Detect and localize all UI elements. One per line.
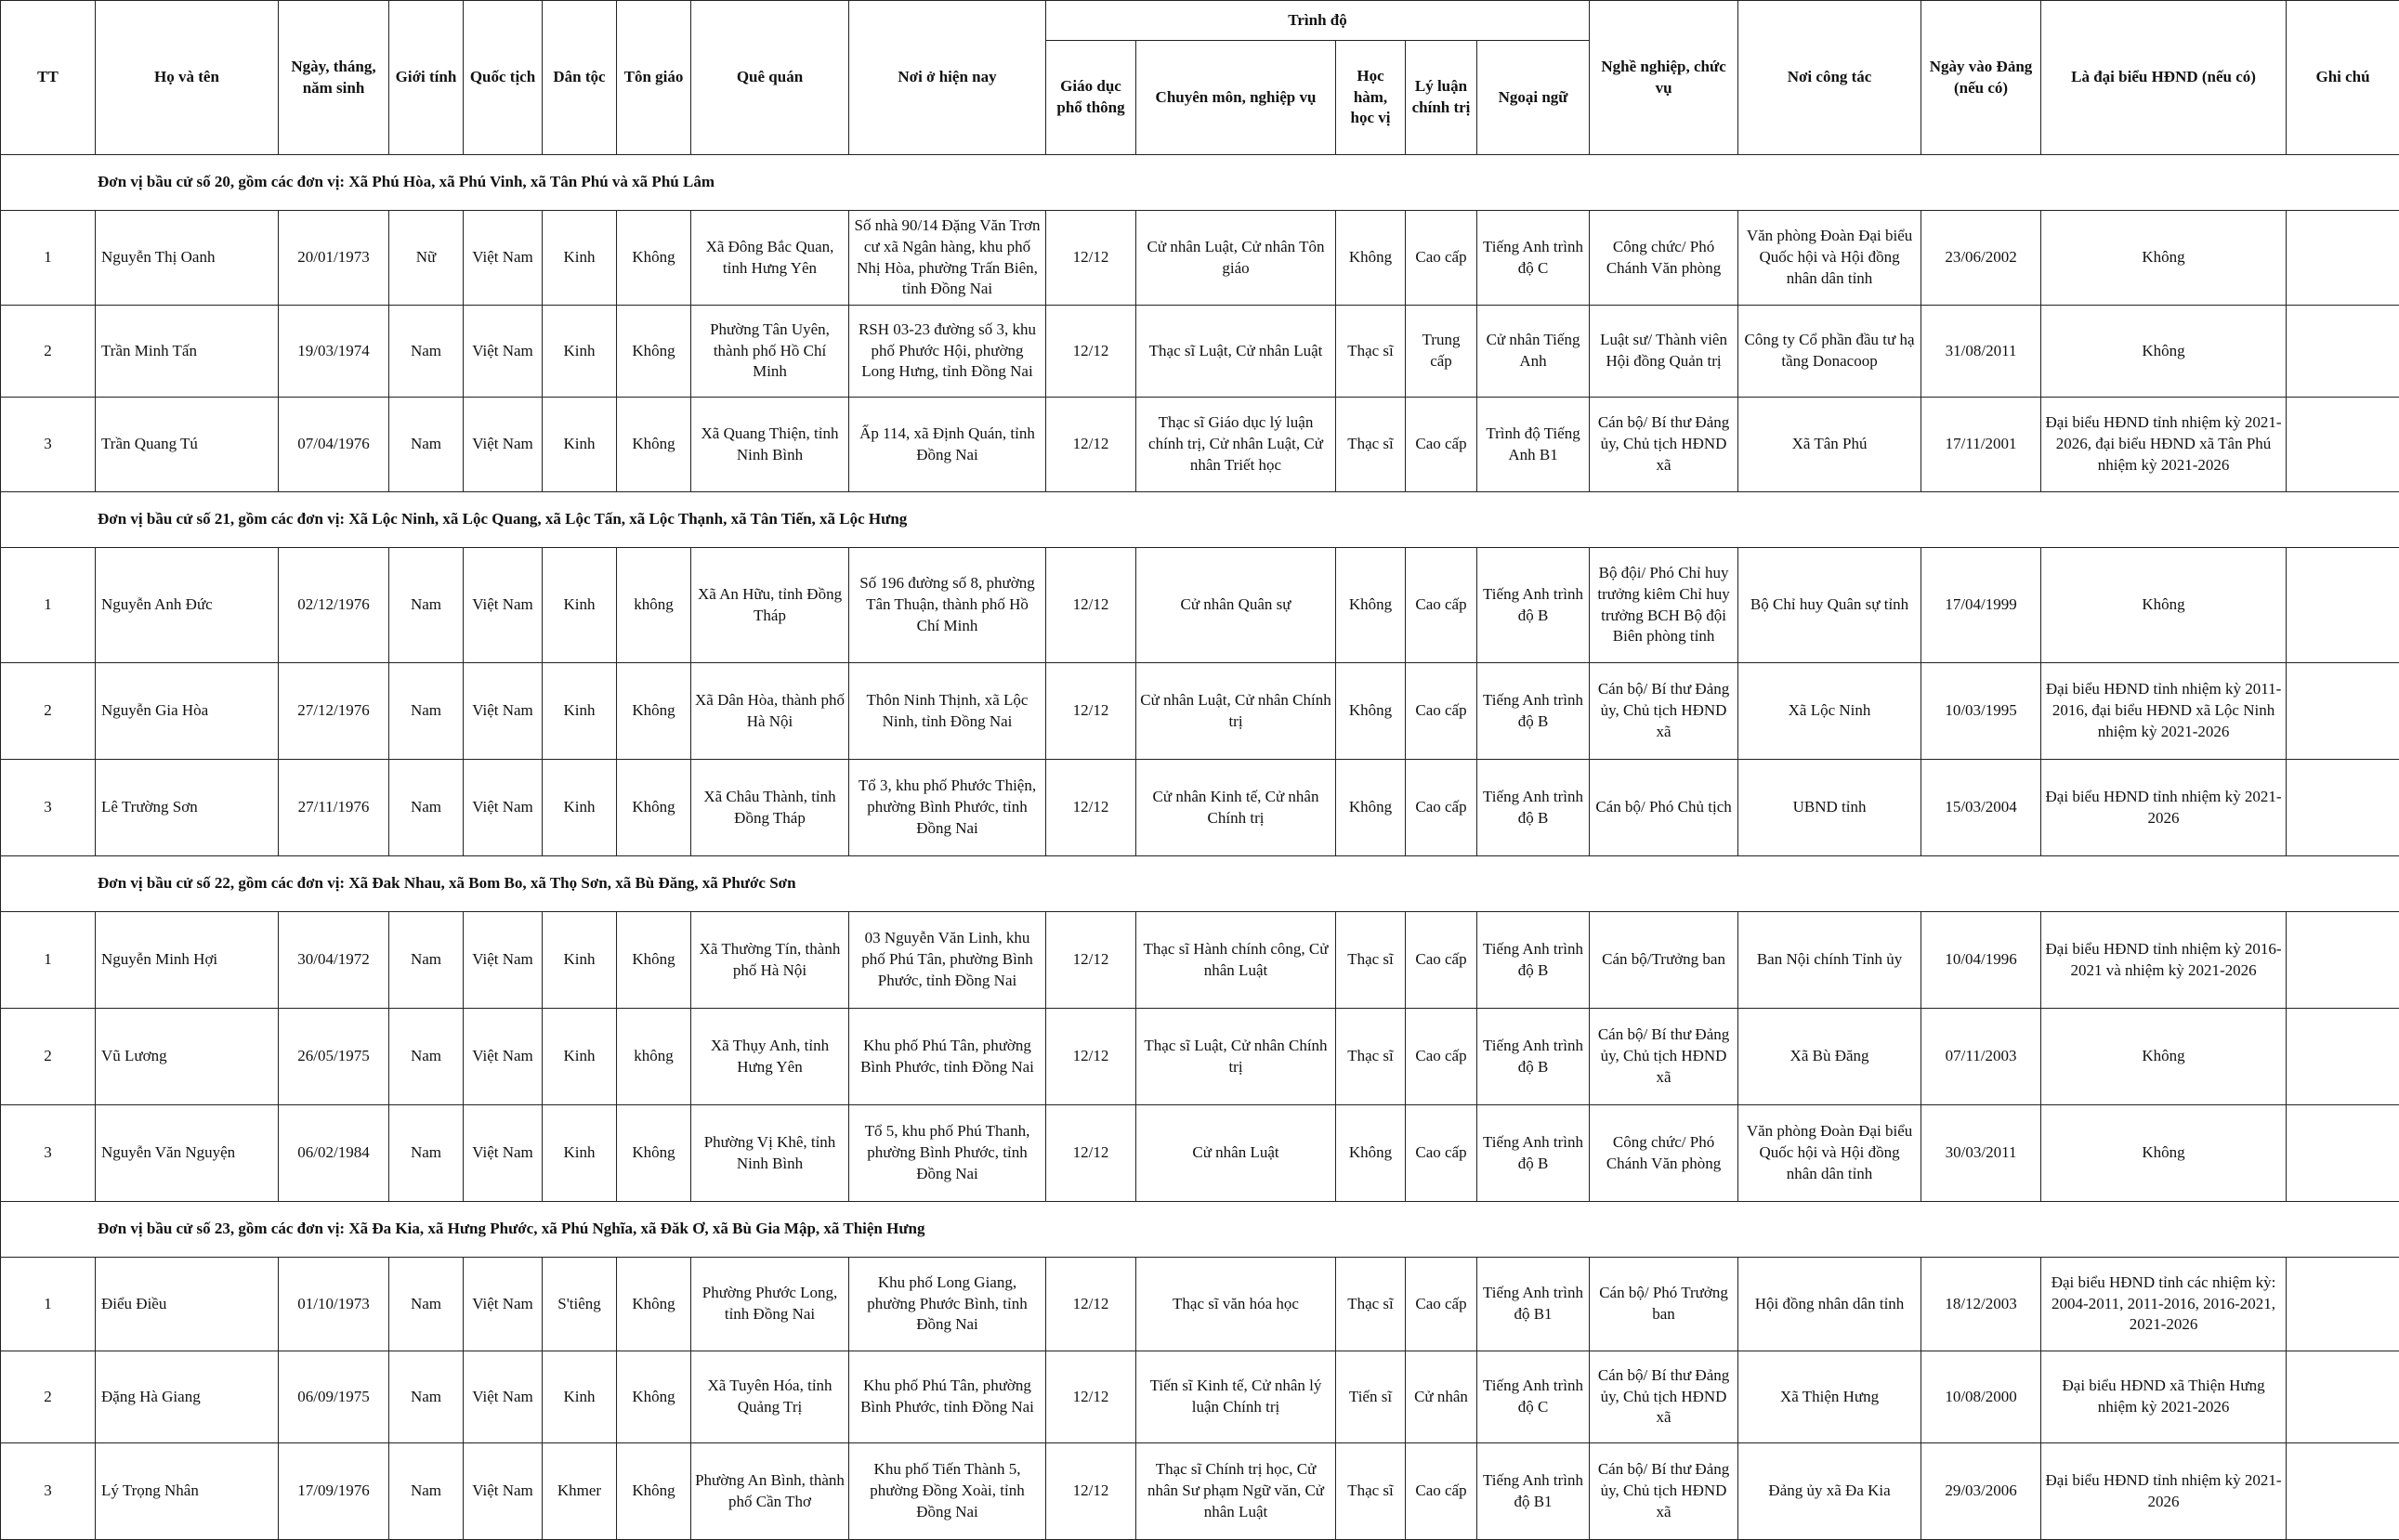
cell-party-date: 30/03/2011 [1921, 1105, 2041, 1202]
cell-party-date: 23/06/2002 [1921, 211, 2041, 306]
cell-dob: 27/11/1976 [279, 760, 389, 856]
cell-residence: Khu phố Phú Tân, phường Bình Phước, tỉnh Đồng Nai [849, 1351, 1046, 1443]
cell-occupation: Cán bộ/ Bí thư Đảng ủy, Chủ tịch HĐND xã [1590, 663, 1738, 760]
cell-notes [2287, 306, 2399, 398]
cell-party-date: 17/11/2001 [1921, 398, 2041, 492]
cell-name: Nguyễn Văn Nguyện [96, 1105, 279, 1202]
cell-degree: Không [1336, 211, 1406, 306]
cell-workplace: Xã Bù Đăng [1738, 1009, 1921, 1105]
cell-specialty: Thạc sĩ Chính trị học, Cử nhân Sư phạm Ngữ văn, Cử nhân Luật [1136, 1443, 1336, 1540]
cell-religion: Không [617, 1443, 691, 1540]
group-title: Đơn vị bầu cử số 22, gồm các đơn vị: Xã Đak Nhau, xã Bom Bo, xã Thọ Sơn, xã Bù Đăng, xã Phước Sơn [1, 856, 2399, 912]
cell-religion: Không [617, 760, 691, 856]
cell-party-date: 31/08/2011 [1921, 306, 2041, 398]
cell-specialty: Cử nhân Quân sự [1136, 548, 1336, 663]
cell-hdnd: Đại biểu HĐND xã Thiện Hưng nhiệm kỳ 2021-2026 [2041, 1351, 2287, 1443]
cell-hdnd: Đại biểu HĐND tỉnh nhiệm kỳ 2016-2021 và nhiệm kỳ 2021-2026 [2041, 912, 2287, 1009]
cell-religion: Không [617, 1351, 691, 1443]
header-specialty: Chuyên môn, nghiệp vụ [1136, 41, 1336, 155]
cell-nationality: Việt Nam [464, 760, 543, 856]
cell-residence: Khu phố Tiến Thành 5, phường Đồng Xoài, tỉnh Đồng Nai [849, 1443, 1046, 1540]
header-religion: Tôn giáo [617, 1, 691, 155]
cell-workplace: Xã Tân Phú [1738, 398, 1921, 492]
cell-language: Tiếng Anh trình độ B1 [1477, 1258, 1590, 1351]
cell-occupation: Luật sư/ Thành viên Hội đồng Quản trị [1590, 306, 1738, 398]
cell-hdnd: Đại biểu HĐND tỉnh nhiệm kỳ 2021-2026, đại biểu HĐND xã Tân Phú nhiệm kỳ 2021-2026 [2041, 398, 2287, 492]
cell-degree: Thạc sĩ [1336, 1258, 1406, 1351]
cell-occupation: Cán bộ/ Bí thư Đảng ủy, Chủ tịch HĐND xã [1590, 1351, 1738, 1443]
cell-hometown: Phường Tân Uyên, thành phố Hồ Chí Minh [691, 306, 849, 398]
cell-party-date: 18/12/2003 [1921, 1258, 2041, 1351]
cell-residence: Thôn Ninh Thịnh, xã Lộc Ninh, tỉnh Đồng Nai [849, 663, 1046, 760]
header-dob: Ngày, tháng, năm sinh [279, 1, 389, 155]
cell-gender: Nam [389, 1009, 464, 1105]
cell-general-ed: 12/12 [1046, 1443, 1136, 1540]
cell-notes [2287, 1105, 2399, 1202]
cell-nationality: Việt Nam [464, 1009, 543, 1105]
cell-general-ed: 12/12 [1046, 1009, 1136, 1105]
cell-workplace: Bộ Chỉ huy Quân sự tỉnh [1738, 548, 1921, 663]
cell-political: Cao cấp [1406, 912, 1477, 1009]
cell-degree: Thạc sĩ [1336, 398, 1406, 492]
cell-party-date: 07/11/2003 [1921, 1009, 2041, 1105]
table-row [1, 663, 2399, 760]
header-general-ed: Giáo dục phổ thông [1046, 41, 1136, 155]
cell-general-ed: 12/12 [1046, 1258, 1136, 1351]
candidate-table-body [1, 155, 2399, 1540]
cell-hometown: Xã Dân Hòa, thành phố Hà Nội [691, 663, 849, 760]
cell-specialty: Tiến sĩ Kinh tế, Cử nhân lý luận Chính trị [1136, 1351, 1336, 1443]
cell-tt: 2 [1, 1351, 96, 1443]
cell-language: Tiếng Anh trình độ B1 [1477, 1443, 1590, 1540]
cell-hdnd: Đại biểu HĐND tỉnh nhiệm kỳ 2021-2026 [2041, 760, 2287, 856]
cell-tt: 1 [1, 1258, 96, 1351]
cell-occupation: Cán bộ/ Phó Trưởng ban [1590, 1258, 1738, 1351]
group-title: Đơn vị bầu cử số 23, gồm các đơn vị: Xã Đa Kia, xã Hưng Phước, xã Phú Nghĩa, xã Đăk Ơ, xã Bù Gia Mập, xã Thiện Hưng [1, 1202, 2399, 1258]
cell-language: Cử nhân Tiếng Anh [1477, 306, 1590, 398]
cell-political: Cao cấp [1406, 760, 1477, 856]
header-language: Ngoại ngữ [1477, 41, 1590, 155]
cell-general-ed: 12/12 [1046, 306, 1136, 398]
cell-name: Đặng Hà Giang [96, 1351, 279, 1443]
cell-hdnd: Không [2041, 1105, 2287, 1202]
cell-ethnicity: Kinh [543, 760, 617, 856]
cell-language: Tiếng Anh trình độ B [1477, 912, 1590, 1009]
header-residence: Nơi ở hiện nay [849, 1, 1046, 155]
cell-gender: Nam [389, 398, 464, 492]
cell-occupation: Cán bộ/Trưởng ban [1590, 912, 1738, 1009]
cell-hdnd: Không [2041, 211, 2287, 306]
cell-hdnd: Không [2041, 306, 2287, 398]
cell-occupation: Công chức/ Phó Chánh Văn phòng [1590, 1105, 1738, 1202]
header-degree: Học hàm, học vị [1336, 41, 1406, 155]
cell-dob: 17/09/1976 [279, 1443, 389, 1540]
group-row [1, 856, 2399, 912]
cell-general-ed: 12/12 [1046, 663, 1136, 760]
cell-religion: Không [617, 211, 691, 306]
cell-language: Tiếng Anh trình độ B [1477, 663, 1590, 760]
cell-specialty: Thạc sĩ Hành chính công, Cử nhân Luật [1136, 912, 1336, 1009]
cell-notes [2287, 548, 2399, 663]
cell-workplace: Đảng ủy xã Đa Kia [1738, 1443, 1921, 1540]
cell-political: Cao cấp [1406, 1443, 1477, 1540]
cell-ethnicity: Kinh [543, 306, 617, 398]
cell-general-ed: 12/12 [1046, 548, 1136, 663]
table-row [1, 306, 2399, 398]
cell-general-ed: 12/12 [1046, 211, 1136, 306]
cell-political: Cao cấp [1406, 211, 1477, 306]
cell-hometown: Xã Đông Bắc Quan, tỉnh Hưng Yên [691, 211, 849, 306]
cell-workplace: Xã Thiện Hưng [1738, 1351, 1921, 1443]
cell-religion: Không [617, 306, 691, 398]
cell-ethnicity: Kinh [543, 1351, 617, 1443]
cell-political: Cao cấp [1406, 1105, 1477, 1202]
cell-specialty: Thạc sĩ Luật, Cử nhân Chính trị [1136, 1009, 1336, 1105]
table-row [1, 912, 2399, 1009]
cell-hometown: Xã Tuyên Hóa, tỉnh Quảng Trị [691, 1351, 849, 1443]
cell-hdnd: Đại biểu HĐND tỉnh nhiệm kỳ 2011-2016, đại biểu HĐND xã Lộc Ninh nhiệm kỳ 2021-2026 [2041, 663, 2287, 760]
group-row [1, 1202, 2399, 1258]
cell-nationality: Việt Nam [464, 306, 543, 398]
cell-hometown: Xã Quang Thiện, tỉnh Ninh Bình [691, 398, 849, 492]
cell-notes [2287, 211, 2399, 306]
cell-religion: Không [617, 1258, 691, 1351]
cell-residence: RSH 03-23 đường số 3, khu phố Phước Hội, phường Long Hưng, tỉnh Đồng Nai [849, 306, 1046, 398]
cell-nationality: Việt Nam [464, 398, 543, 492]
cell-dob: 02/12/1976 [279, 548, 389, 663]
cell-tt: 2 [1, 663, 96, 760]
cell-degree: Thạc sĩ [1336, 1443, 1406, 1540]
cell-party-date: 10/08/2000 [1921, 1351, 2041, 1443]
cell-dob: 07/04/1976 [279, 398, 389, 492]
cell-language: Tiếng Anh trình độ B [1477, 1105, 1590, 1202]
table-row [1, 1443, 2399, 1540]
cell-specialty: Thạc sĩ Luật, Cử nhân Luật [1136, 306, 1336, 398]
cell-name: Trần Quang Tú [96, 398, 279, 492]
cell-ethnicity: Kinh [543, 1009, 617, 1105]
cell-party-date: 10/04/1996 [1921, 912, 2041, 1009]
cell-workplace: Hội đồng nhân dân tỉnh [1738, 1258, 1921, 1351]
cell-religion: không [617, 548, 691, 663]
cell-party-date: 15/03/2004 [1921, 760, 2041, 856]
cell-nationality: Việt Nam [464, 663, 543, 760]
header-tt: TT [1, 1, 96, 155]
cell-gender: Nam [389, 1443, 464, 1540]
cell-hometown: Xã Châu Thành, tỉnh Đồng Tháp [691, 760, 849, 856]
cell-name: Nguyễn Anh Đức [96, 548, 279, 663]
cell-residence: Số nhà 90/14 Đặng Văn Trơn cư xã Ngân hàng, khu phố Nhị Hòa, phường Trấn Biên, tỉnh Đồng Nai [849, 211, 1046, 306]
cell-dob: 26/05/1975 [279, 1009, 389, 1105]
cell-ethnicity: Kinh [543, 912, 617, 1009]
cell-party-date: 10/03/1995 [1921, 663, 2041, 760]
cell-ethnicity: Kinh [543, 211, 617, 306]
cell-degree: Thạc sĩ [1336, 912, 1406, 1009]
table-row [1, 760, 2399, 856]
cell-name: Lý Trọng Nhân [96, 1443, 279, 1540]
header-party-date: Ngày vào Đảng (nếu có) [1921, 1, 2041, 155]
cell-nationality: Việt Nam [464, 1258, 543, 1351]
cell-tt: 2 [1, 1009, 96, 1105]
cell-specialty: Cử nhân Kinh tế, Cử nhân Chính trị [1136, 760, 1336, 856]
cell-political: Cao cấp [1406, 1009, 1477, 1105]
cell-hdnd: Đại biểu HĐND tỉnh các nhiệm kỳ: 2004-2011, 2011-2016, 2016-2021, 2021-2026 [2041, 1258, 2287, 1351]
cell-name: Vũ Lương [96, 1009, 279, 1105]
table-row [1, 211, 2399, 306]
cell-degree: Thạc sĩ [1336, 306, 1406, 398]
header-row-top [1, 1, 2399, 41]
table-row [1, 1258, 2399, 1351]
cell-tt: 1 [1, 912, 96, 1009]
cell-ethnicity: Kinh [543, 663, 617, 760]
header-gender: Giới tính [389, 1, 464, 155]
cell-residence: Tổ 3, khu phố Phước Thiện, phường Bình Phước, tỉnh Đồng Nai [849, 760, 1046, 856]
header-hometown: Quê quán [691, 1, 849, 155]
cell-ethnicity: S'tiêng [543, 1258, 617, 1351]
cell-gender: Nữ [389, 211, 464, 306]
cell-specialty: Cử nhân Luật, Cử nhân Chính trị [1136, 663, 1336, 760]
cell-name: Nguyễn Minh Hợi [96, 912, 279, 1009]
cell-ethnicity: Khmer [543, 1443, 617, 1540]
cell-general-ed: 12/12 [1046, 1351, 1136, 1443]
cell-tt: 2 [1, 306, 96, 398]
cell-dob: 20/01/1973 [279, 211, 389, 306]
cell-workplace: Xã Lộc Ninh [1738, 663, 1921, 760]
cell-political: Cao cấp [1406, 663, 1477, 760]
cell-degree: Không [1336, 663, 1406, 760]
cell-notes [2287, 1351, 2399, 1443]
table-row [1, 1105, 2399, 1202]
cell-occupation: Công chức/ Phó Chánh Văn phòng [1590, 211, 1738, 306]
cell-specialty: Cử nhân Luật [1136, 1105, 1336, 1202]
cell-general-ed: 12/12 [1046, 760, 1136, 856]
cell-notes [2287, 760, 2399, 856]
cell-religion: Không [617, 1105, 691, 1202]
cell-religion: không [617, 1009, 691, 1105]
cell-name: Nguyễn Gia Hòa [96, 663, 279, 760]
cell-language: Tiếng Anh trình độ C [1477, 1351, 1590, 1443]
cell-dob: 30/04/1972 [279, 912, 389, 1009]
header-notes: Ghi chú [2287, 1, 2399, 155]
cell-occupation: Cán bộ/ Bí thư Đảng ủy, Chủ tịch HĐND xã [1590, 1009, 1738, 1105]
cell-party-date: 29/03/2006 [1921, 1443, 2041, 1540]
cell-hometown: Phường Vị Khê, tỉnh Ninh Bình [691, 1105, 849, 1202]
cell-residence: Khu phố Phú Tân, phường Bình Phước, tỉnh Đồng Nai [849, 1009, 1046, 1105]
cell-hometown: Xã An Hữu, tỉnh Đồng Tháp [691, 548, 849, 663]
header-workplace: Nơi công tác [1738, 1, 1921, 155]
cell-gender: Nam [389, 912, 464, 1009]
cell-specialty: Cử nhân Luật, Cử nhân Tôn giáo [1136, 211, 1336, 306]
cell-political: Cao cấp [1406, 1258, 1477, 1351]
cell-nationality: Việt Nam [464, 1443, 543, 1540]
cell-nationality: Việt Nam [464, 1105, 543, 1202]
header-political: Lý luận chính trị [1406, 41, 1477, 155]
cell-hometown: Xã Thụy Anh, tỉnh Hưng Yên [691, 1009, 849, 1105]
cell-tt: 1 [1, 211, 96, 306]
cell-degree: Thạc sĩ [1336, 1009, 1406, 1105]
cell-workplace: UBND tỉnh [1738, 760, 1921, 856]
cell-ethnicity: Kinh [543, 398, 617, 492]
table-row [1, 1351, 2399, 1443]
cell-political: Trung cấp [1406, 306, 1477, 398]
cell-specialty: Thạc sĩ Giáo dục lý luận chính trị, Cử nhân Luật, Cử nhân Triết học [1136, 398, 1336, 492]
group-title: Đơn vị bầu cử số 20, gồm các đơn vị: Xã Phú Hòa, xã Phú Vinh, xã Tân Phú và xã Phú Lâm [1, 155, 2399, 211]
cell-dob: 19/03/1974 [279, 306, 389, 398]
header-education: Trình độ [1046, 1, 1590, 41]
cell-name: Lê Trường Sơn [96, 760, 279, 856]
cell-occupation: Cán bộ/ Bí thư Đảng ủy, Chủ tịch HĐND xã [1590, 1443, 1738, 1540]
cell-political: Cao cấp [1406, 398, 1477, 492]
group-row [1, 155, 2399, 211]
cell-hdnd: Không [2041, 548, 2287, 663]
cell-nationality: Việt Nam [464, 211, 543, 306]
cell-gender: Nam [389, 306, 464, 398]
cell-occupation: Cán bộ/ Bí thư Đảng ủy, Chủ tịch HĐND xã [1590, 398, 1738, 492]
cell-residence: Tổ 5, khu phố Phú Thanh, phường Bình Phước, tỉnh Đồng Nai [849, 1105, 1046, 1202]
cell-residence: Số 196 đường số 8, phường Tân Thuận, thành phố Hồ Chí Minh [849, 548, 1046, 663]
cell-political: Cử nhân [1406, 1351, 1477, 1443]
cell-name: Nguyễn Thị Oanh [96, 211, 279, 306]
cell-name: Trần Minh Tấn [96, 306, 279, 398]
cell-hometown: Phường Phước Long, tỉnh Đồng Nai [691, 1258, 849, 1351]
cell-degree: Không [1336, 548, 1406, 663]
cell-religion: Không [617, 663, 691, 760]
cell-workplace: Công ty Cổ phần đầu tư hạ tầng Donacoop [1738, 306, 1921, 398]
cell-ethnicity: Kinh [543, 548, 617, 663]
header-name: Họ và tên [96, 1, 279, 155]
header-nationality: Quốc tịch [464, 1, 543, 155]
cell-notes [2287, 1009, 2399, 1105]
cell-general-ed: 12/12 [1046, 912, 1136, 1009]
group-row [1, 492, 2399, 548]
cell-nationality: Việt Nam [464, 548, 543, 663]
table-row [1, 1009, 2399, 1105]
cell-nationality: Việt Nam [464, 1351, 543, 1443]
cell-dob: 27/12/1976 [279, 663, 389, 760]
cell-gender: Nam [389, 1258, 464, 1351]
cell-hdnd: Đại biểu HĐND tỉnh nhiệm kỳ 2021-2026 [2041, 1443, 2287, 1540]
cell-general-ed: 12/12 [1046, 1105, 1136, 1202]
cell-gender: Nam [389, 663, 464, 760]
cell-political: Cao cấp [1406, 548, 1477, 663]
cell-tt: 3 [1, 1443, 96, 1540]
cell-specialty: Thạc sĩ văn hóa học [1136, 1258, 1336, 1351]
cell-tt: 3 [1, 398, 96, 492]
cell-name: Điểu Điều [96, 1258, 279, 1351]
cell-party-date: 17/04/1999 [1921, 548, 2041, 663]
cell-dob: 06/09/1975 [279, 1351, 389, 1443]
cell-ethnicity: Kinh [543, 1105, 617, 1202]
cell-religion: Không [617, 912, 691, 1009]
cell-gender: Nam [389, 1351, 464, 1443]
cell-dob: 01/10/1973 [279, 1258, 389, 1351]
cell-notes [2287, 398, 2399, 492]
cell-tt: 1 [1, 548, 96, 663]
cell-language: Trình độ Tiếng Anh B1 [1477, 398, 1590, 492]
cell-hometown: Xã Thường Tín, thành phố Hà Nội [691, 912, 849, 1009]
cell-occupation: Cán bộ/ Phó Chủ tịch [1590, 760, 1738, 856]
header-occupation: Nghề nghiệp, chức vụ [1590, 1, 1738, 155]
cell-general-ed: 12/12 [1046, 398, 1136, 492]
table-row [1, 398, 2399, 492]
header-hdnd: Là đại biểu HĐND (nếu có) [2041, 1, 2287, 155]
cell-workplace: Ban Nội chính Tỉnh ủy [1738, 912, 1921, 1009]
cell-dob: 06/02/1984 [279, 1105, 389, 1202]
table-row [1, 548, 2399, 663]
cell-notes [2287, 1443, 2399, 1540]
cell-degree: Tiến sĩ [1336, 1351, 1406, 1443]
cell-degree: Không [1336, 1105, 1406, 1202]
cell-occupation: Bộ đội/ Phó Chỉ huy trưởng kiêm Chỉ huy trưởng BCH Bộ đội Biên phòng tỉnh [1590, 548, 1738, 663]
cell-religion: Không [617, 398, 691, 492]
cell-residence: Ấp 114, xã Định Quán, tỉnh Đồng Nai [849, 398, 1046, 492]
cell-gender: Nam [389, 760, 464, 856]
cell-notes [2287, 912, 2399, 1009]
cell-workplace: Văn phòng Đoàn Đại biểu Quốc hội và Hội đồng nhân dân tỉnh [1738, 1105, 1921, 1202]
cell-hometown: Phường An Bình, thành phố Cần Thơ [691, 1443, 849, 1540]
cell-workplace: Văn phòng Đoàn Đại biểu Quốc hội và Hội đồng nhân dân tỉnh [1738, 211, 1921, 306]
cell-residence: Khu phố Long Giang, phường Phước Bình, tỉnh Đồng Nai [849, 1258, 1046, 1351]
cell-nationality: Việt Nam [464, 912, 543, 1009]
group-title: Đơn vị bầu cử số 21, gồm các đơn vị: Xã Lộc Ninh, xã Lộc Quang, xã Lộc Tấn, xã Lộc Thạnh, xã Tân Tiến, xã Lộc Hưng [1, 492, 2399, 548]
cell-notes [2287, 663, 2399, 760]
cell-gender: Nam [389, 548, 464, 663]
cell-language: Tiếng Anh trình độ C [1477, 211, 1590, 306]
cell-degree: Không [1336, 760, 1406, 856]
header-ethnicity: Dân tộc [543, 1, 617, 155]
cell-notes [2287, 1258, 2399, 1351]
cell-language: Tiếng Anh trình độ B [1477, 760, 1590, 856]
cell-tt: 3 [1, 1105, 96, 1202]
cell-language: Tiếng Anh trình độ B [1477, 1009, 1590, 1105]
cell-tt: 3 [1, 760, 96, 856]
cell-gender: Nam [389, 1105, 464, 1202]
cell-language: Tiếng Anh trình độ B [1477, 548, 1590, 663]
cell-residence: 03 Nguyễn Văn Linh, khu phố Phú Tân, phường Bình Phước, tỉnh Đồng Nai [849, 912, 1046, 1009]
cell-hdnd: Không [2041, 1009, 2287, 1105]
